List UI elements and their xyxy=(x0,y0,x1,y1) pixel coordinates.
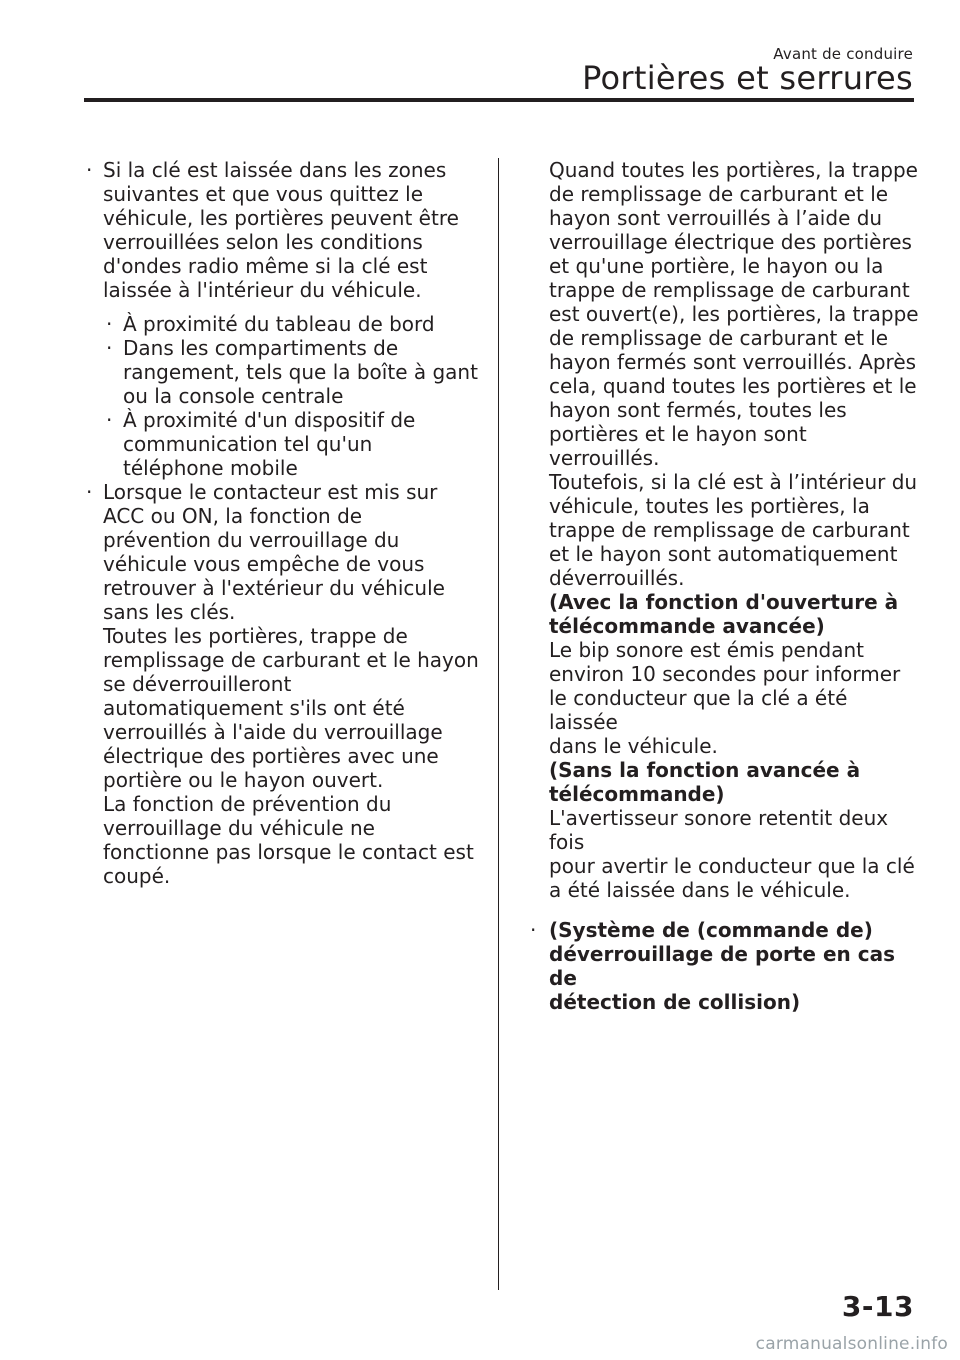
sub-bullet-item xyxy=(106,408,482,480)
section-label: Avant de conduire xyxy=(773,45,913,63)
bullet-dot-icon: · xyxy=(86,480,93,504)
bullet-dot-icon: · xyxy=(530,918,537,942)
sub-bullet-text: Dans les compartiments de rangement, tels que la boîte à gant ou la console centrale xyxy=(123,336,478,408)
right-column xyxy=(530,158,920,1014)
sub-bullet-item xyxy=(106,312,482,336)
subheading: (Avec la fonction d'ouverture à télécommande avancée) xyxy=(549,590,899,638)
paragraph: Le bip sonore est émis pendant environ 10 secondes pour informer le conducteur que la clé a été laissée dans le véhicule. xyxy=(549,638,901,758)
sub-bullet-text: À proximité du tableau de bord xyxy=(123,312,435,336)
bullet-dot-icon: · xyxy=(106,336,113,360)
sub-bullet-item xyxy=(106,336,482,408)
bullet-text: Lorsque le contacteur est mis sur ACC ou ON, la fonction de prévention du verrouillage du véhicule vous empêche de vous retrouver à l'extérieur du véhicule sans les clés. Toutes les portières, trappe de remplissage de carburant et le hayon se déverrouilleront automatiquement s'ils ont été verrouillés à l'aide du verrouillage électrique des portières avec une portière ou le hayon ouvert. La fonction de prévention du verrouillage du véhicule ne fonctionne pas lorsque le contact est coupé. xyxy=(103,480,479,888)
bullet-dot-icon: · xyxy=(106,408,113,432)
bullet-dot-icon: · xyxy=(86,158,93,182)
column-divider xyxy=(498,158,499,1290)
bullet-item xyxy=(86,158,482,302)
subheading: (Sans la fonction avancée à télécommande) xyxy=(549,758,861,806)
bullet-heading: (Système de (commande de) déverrouillage de porte en cas de détection de collision) xyxy=(549,918,895,1014)
page-title: Portières et serrures xyxy=(582,59,913,97)
header-rule xyxy=(84,98,914,102)
bullet-dot-icon: · xyxy=(106,312,113,336)
watermark: carmanualsonline.info xyxy=(755,1334,948,1354)
bullet-text: Si la clé est laissée dans les zones suivantes et que vous quittez le véhicule, les portières peuvent être verrouillées selon les conditions d'ondes radio même si la clé est laissée à l'intérieur du véhicule. xyxy=(103,158,459,302)
bullet-item xyxy=(86,480,482,888)
bullet-item xyxy=(530,918,920,1014)
page-number: 3-13 xyxy=(841,1290,914,1323)
sub-bullet-text: À proximité d'un dispositif de communication tel qu'un téléphone mobile xyxy=(123,408,416,480)
paragraph: Quand toutes les portières, la trappe de remplissage de carburant et le hayon sont verrouillés à l’aide du verrouillage électrique des portières et qu'une portière, le hayon ou la trappe de remplissage de carburant est ouvert(e), les portières, la trappe de remplissage de carburant et le hayon fermés sont verrouillés. Après cela, quand toutes les portières et le hayon sont fermés, toutes les portières et le hayon sont verrouillés. Toutefois, si la clé est à l’intérieur du véhicule, toutes les portières, la trappe de remplissage de carburant et le hayon sont automatiquement déverrouillés. xyxy=(549,158,919,590)
left-column xyxy=(86,158,482,888)
paragraph: L'avertisseur sonore retentit deux fois pour avertir le conducteur que la clé a été laissée dans le véhicule. xyxy=(549,806,915,902)
page-header xyxy=(0,0,960,110)
